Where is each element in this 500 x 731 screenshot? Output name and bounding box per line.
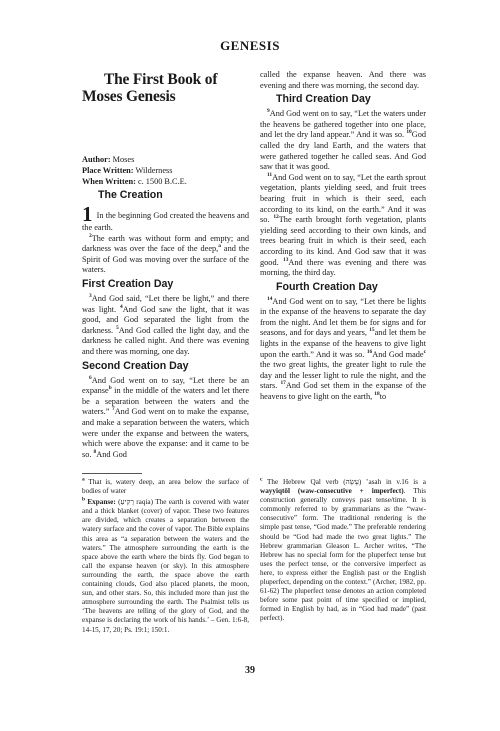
verse-1 (82, 202, 249, 234)
verse-9-text: And God went on to say, “Let the waters under the heavens be gathered together into one place, and let the dry land appear.” And it was so. (260, 109, 426, 140)
heading-the-creation: The Creation (98, 189, 163, 201)
footnote-a (82, 478, 249, 496)
book-title (82, 70, 249, 105)
chapter-number: 1 (82, 202, 93, 226)
footnote-divider (82, 473, 142, 474)
verse-2-text-a: The earth was without form and empty; and darkness was over the face of the deep, (82, 233, 249, 254)
verse-number: 2 (89, 232, 92, 239)
verse-8-text-a: And God (96, 449, 127, 459)
footnote-c-text-1: The Hebrew Qal verb (עָשָׂה) ʽasah in v.16 is a (262, 478, 426, 486)
verse-number: 15 (369, 327, 375, 334)
verse-2-text-b: and the Spirit of God was moving over the surface of the waters. (82, 244, 250, 275)
verses-14-18 (260, 297, 426, 403)
place-label: Place Written: (82, 166, 134, 175)
book-title-line-2: Moses Genesis (82, 88, 176, 105)
footnote-b-text: (רָקִיעַ raqia) The earth is covered with water and a thick blanket (cover) of vapor. These two features are divided, which creates a separation between the watery surface and the cover of vapor. The Bible explains this area as “a separation between the waters and the waters.” The atmosphere surrounding the earth is the space above the earth where the birds fly. God began to call the expanse heaven (or sky). In this atmosphere surrounding the earth, the space above the earth containing clouds, God also placed planets, the moon, sun, and other stars. So, this included more than just the atmosphere surrounding the earth. The Psalmist tells us ‘The heavens are telling of the glory of God, and the expanse is declaring the work of his hands.’ – Gen. 1:6-8, 14-15, 17, 20; Ps. 19:1; 150:1. (82, 498, 249, 634)
author-row (82, 154, 249, 165)
verse-number: 9 (267, 108, 270, 115)
footnote-marker-b[interactable]: b (108, 385, 112, 392)
verse-number: 10 (406, 129, 412, 136)
verse-number: 8 (93, 448, 97, 455)
verse-3-text: And God said, “Let there be light,” and there was light. (82, 293, 249, 314)
verse-4-text: And God saw the light, that it was good, and God separated the light from the darkness. (82, 304, 249, 335)
verse-5-text: And God called the light day, and the darkness he called night. And there was evening and there was morning, one day. (82, 325, 249, 356)
footnotes-left (82, 478, 249, 637)
place-row (82, 165, 249, 176)
verse-number: 16 (366, 348, 373, 355)
footnote-c (260, 478, 426, 624)
verse-number: 12 (273, 214, 279, 221)
verse-number: 6 (89, 374, 92, 381)
when-row (82, 176, 249, 187)
running-head: GENESIS (220, 38, 280, 53)
verse-number: 18 (374, 391, 380, 398)
footnote-c-mark: c (260, 476, 263, 483)
verse-6-text-b: in the middle of the waters and let there be a separation between the waters and the waters.” (82, 386, 249, 417)
verse-16-text-a: And God made (372, 349, 424, 359)
verses-11-13 (260, 173, 426, 279)
verse-14-text: And God went on to say, “Let there be lights in the expanse of the heavens to separate the day from the night. And let them be for signs and for seasons, and for days and years, (260, 296, 426, 338)
heading-third-creation-day: Third Creation Day (276, 93, 371, 106)
verse-12-text: The earth brought forth vegetation, plants yielding seed according to their own kinds, and trees bearing fruit in which is their seed, each according to its kind. And God saw that it was good. (260, 215, 426, 267)
footnote-a-text: That is, watery deep, an area below the surface of bodies of water (82, 478, 249, 496)
author-label: Author: (82, 155, 111, 164)
footnote-marker-a[interactable]: a (218, 243, 221, 250)
place-value: Wilderness (135, 166, 173, 175)
verse-10-text: God called the dry land Earth, and the waters that were gathered together he called seas. And God saw that it was good. (260, 130, 426, 172)
verse-7-text: And God went on to make the expanse, and make a separation between the waters, which were under the expanse and between the waters, which were above the expanse: and it came to be so. (82, 407, 249, 459)
verse-number: 7 (111, 406, 115, 413)
verse-number: 13 (283, 256, 289, 263)
verse-18-text-a: to (379, 392, 387, 402)
footnote-b-mark: b (82, 496, 85, 503)
when-value: c. 1500 B.C.E. (137, 177, 187, 186)
left-column (82, 70, 249, 460)
verse-2 (82, 234, 249, 276)
verse-13-text: And there was evening and there was morning, the third day. (260, 257, 426, 278)
when-label: When Written: (82, 177, 136, 186)
footnote-b-label: Expanse: (87, 498, 116, 507)
verses-3-5 (82, 294, 249, 358)
verse-number: 14 (267, 295, 273, 302)
right-column (260, 70, 426, 403)
footnote-marker-c[interactable]: c (423, 348, 426, 355)
verse-11-text: And God went on to say, “Let the earth sprout vegetation, plants yielding seed, and fruit trees bearing fruit in which is their seed, each according to its kind, on the earth.” And it was so. (260, 172, 426, 225)
footnote-a-mark: a (82, 476, 85, 483)
verse-number: 11 (267, 171, 273, 178)
book-metadata (82, 154, 249, 187)
verse-number: 4 (120, 303, 123, 310)
verse-number: 3 (89, 293, 92, 300)
verse-15-text: and let them be lights in the expanse of the heavens to give light upon the earth.” And it was so. (260, 328, 426, 359)
verse-number: 17 (280, 380, 286, 387)
author-value: Moses (112, 155, 135, 164)
verse-17-text: And God set them in the expanse of the heavens to give light on the earth, (260, 381, 427, 402)
footnotes-right (260, 478, 426, 626)
verse-8-continued: called the expanse heaven. And there was evening and there was morning, the second day. (260, 70, 426, 90)
footnote-c-text-2: . This construction generally conveys past tense/time. It is commonly referred to by grammarians as the “waw-consecutive” form. The traditional rendering is the simple past tense, “God made.” The preferable rendering should be “God had made the two great lights.” The Hebrew grammarian Gleason L. Archer writes, “The Hebrew has no special form for the pluperfect tense but uses the perfect tense, or the conversive imperfect as here, to express either the English past or the English pluperfect, depending on the context.” (Archer, 1982, pp. 61-62) The pluperfect tense denotes an action completed before some past point of time specified or implied, formed in English by had, as in “God had made” (past perfect). (260, 487, 426, 623)
heading-fourth-creation-day: Fourth Creation Day (276, 280, 378, 293)
verse-16-text-b: the two great lights, the greater light to rule the day and the lesser light to rule the night, and the stars. (260, 360, 426, 391)
heading-second-creation-day: Second Creation Day (82, 359, 189, 372)
heading-first-creation-day: First Creation Day (82, 277, 174, 290)
verses-9-10 (260, 109, 426, 173)
footnote-b (82, 498, 249, 634)
verses-6-8 (82, 376, 249, 461)
footnote-c-bold: wayyiqtōl (waw-consecutive + imperfect) (260, 487, 404, 496)
book-title-line-1: The First Book of (104, 71, 218, 88)
page-number: 39 (245, 665, 255, 676)
verse-6-text-a: And God went on to say, “Let there be an expanse (82, 375, 249, 396)
verse-1-text: In the beginning God created the heavens and the earth. (82, 211, 249, 232)
verse-number: 5 (116, 324, 119, 331)
